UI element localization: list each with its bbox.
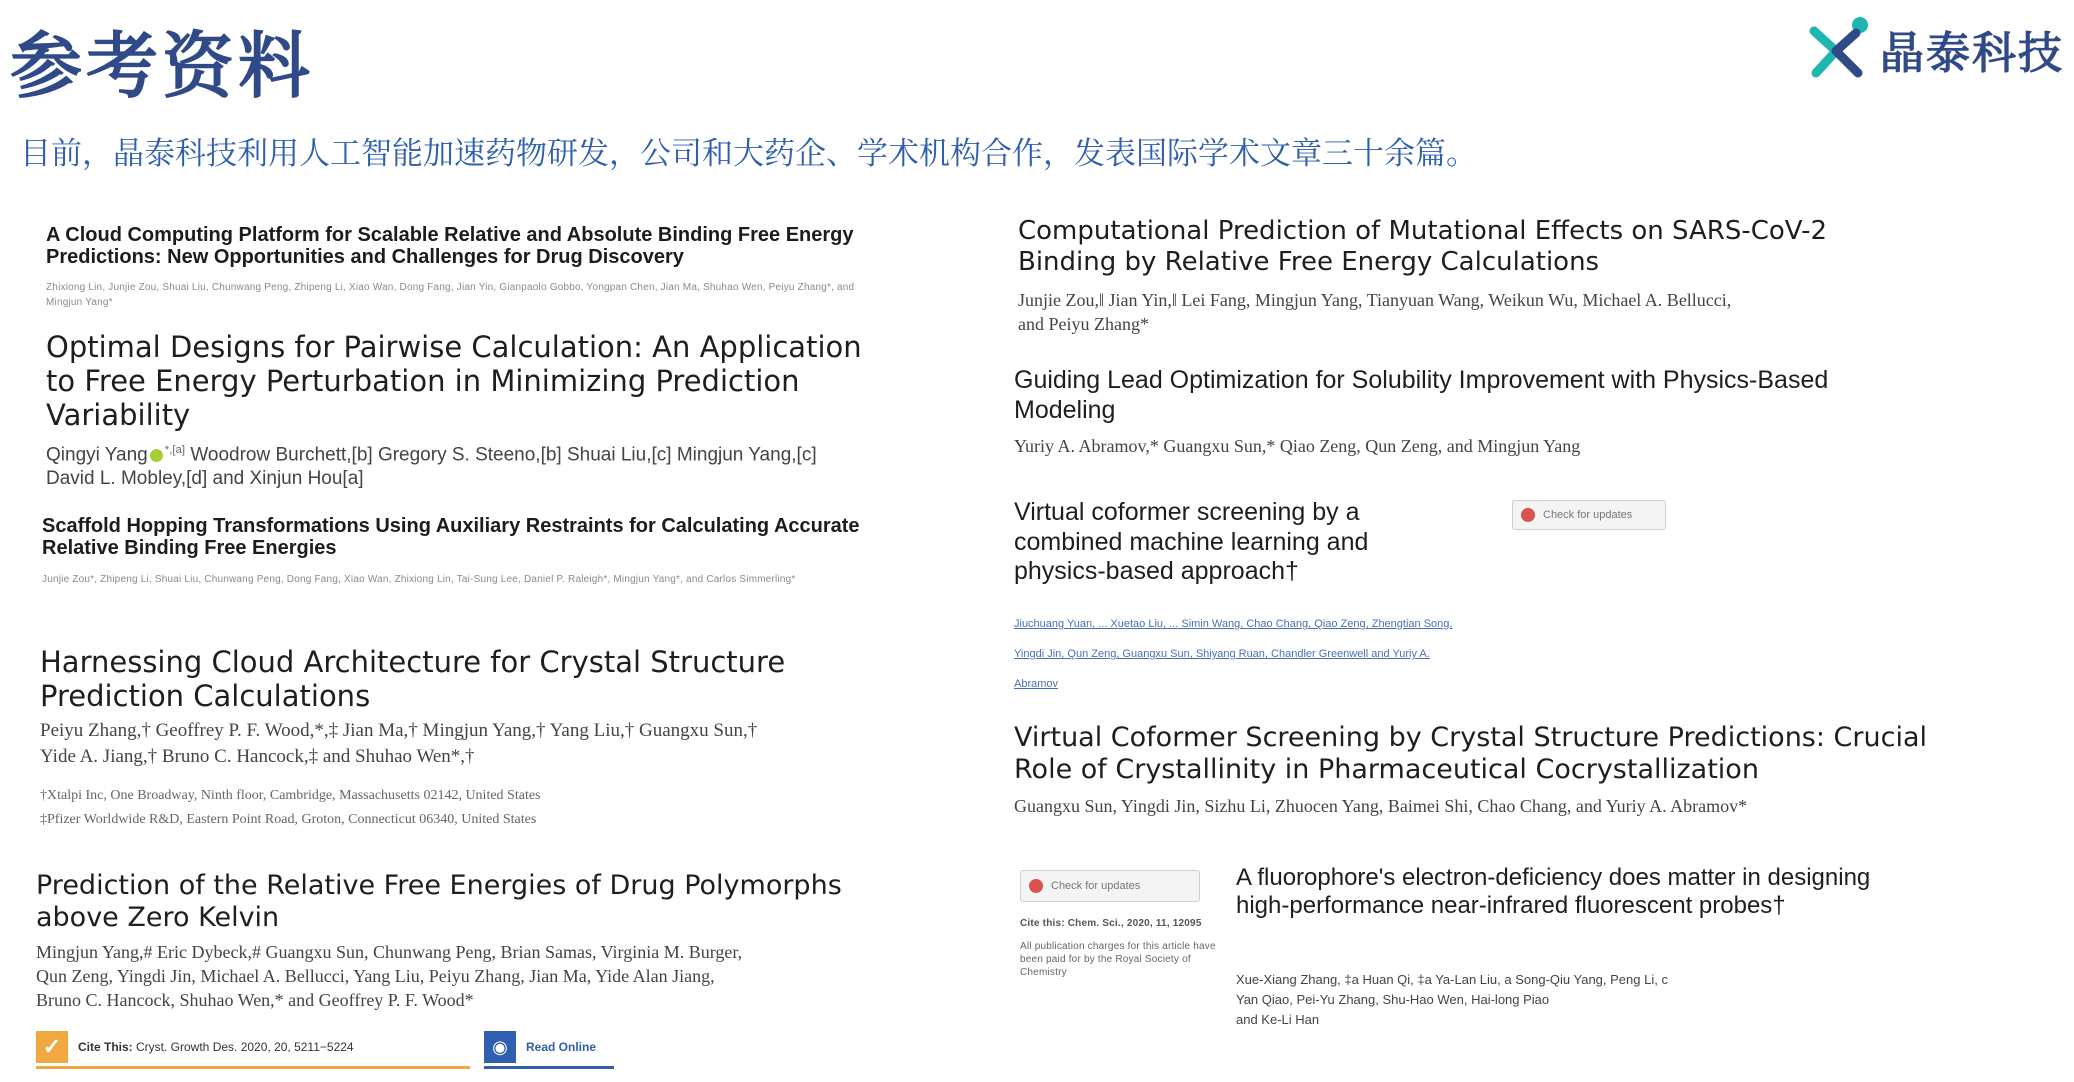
check-updates-icon-2 xyxy=(1029,879,1043,893)
paper-authors-fluorophore-line1: Xue-Xiang Zhang, ‡a Huan Qi, ‡a Ya-Lan Liu, a Song-Qiu Yang, Peng Li, c xyxy=(1236,972,1668,987)
check-for-updates-badge[interactable] xyxy=(1512,500,1666,530)
paper-title-fluorophore: A fluorophore's electron-deficiency does matter in designing high-performance near-infrared fluorescent probes† xyxy=(1236,864,1871,920)
paper-authors-sars-cov-2-line2: and Peiyu Zhang* xyxy=(1018,314,1149,334)
paper-authors-sars-cov-2-line1: Junjie Zou,‖ Jian Yin,‖ Lei Fang, Mingjun Yang, Tianyuan Wang, Weikun Wu, Michael A. Bellucci, xyxy=(1018,290,1732,310)
paper-authors-virtual-coformer-ml-line1[interactable]: Jiuchuang Yuan, ... Xuetao Liu, ... Simin Wang, Chao Chang, Qiao Zeng, Zhengtian Song, xyxy=(1014,618,1453,630)
paper-title-sars-cov-2: Computational Prediction of Mutational Effects on SARS-CoV-2 Binding by Relative Free Energy Calculations xyxy=(1018,216,1827,277)
paper-authors-fluorophore-line2: Yan Qiao, Pei-Yu Zhang, Shu-Hao Wen, Hai-long Piao xyxy=(1236,992,1550,1007)
publication-charges-note: All publication charges for this article have been paid for by the Royal Society of Chemistry xyxy=(1020,941,1216,978)
paper-authors-fluorophore-line3: and Ke-Li Han xyxy=(1236,1012,1320,1027)
paper-authors-virtual-coformer-ml-line2[interactable]: Yingdi Jin, Qun Zeng, Guangxu Sun, Shiyang Ruan, Chandler Greenwell and Yuriy A. xyxy=(1014,648,1430,660)
read-online-button[interactable] xyxy=(484,1028,614,1069)
orcid-icon xyxy=(150,449,163,462)
read-online-icon: ◉ xyxy=(484,1031,516,1063)
xtalpi-logo-icon xyxy=(1806,15,1876,83)
paper-authors-drug-polymorphs-line1: Mingjun Yang,# Eric Dybeck,# Guangxu Sun, Chunwang Peng, Brian Samas, Virginia M. Burger, xyxy=(36,942,743,962)
paper-title-cloud-architecture: Harnessing Cloud Architecture for Crystal Structure Prediction Calculations xyxy=(40,645,786,714)
affiliation-mark: *,[a] xyxy=(164,444,186,456)
paper-authors-cloud-architecture-line2: Yide A. Jiang,† Bruno C. Hancock,‡ and Shuhao Wen*,† xyxy=(40,746,475,767)
paper-title-optimal-designs: Optimal Designs for Pairwise Calculation: An Application to Free Energy Perturbation in Minimizing Prediction Variability xyxy=(46,330,862,433)
paper-authors-scaffold-hopping: Junjie Zou*, Zhipeng Li, Shuai Liu, Chunwang Peng, Dong Fang, Xiao Wan, Zhixiong Lin, Tai-Sung Lee, Daniel P. Raleigh*, Mingjun Yang*, and Carlos Simmerling* xyxy=(42,574,796,585)
paper-authors-cloud-architecture-line1: Peiyu Zhang,† Geoffrey P. F. Wood,*,‡ Jian Ma,† Mingjun Yang,† Yang Liu,† Guangxu Sun,† xyxy=(40,720,758,741)
paper-authors-drug-polymorphs-line2: Qun Zeng, Yingdi Jin, Michael A. Bellucci, Yang Liu, Peiyu Zhang, Jian Ma, Yide Alan Jiang, xyxy=(36,966,715,986)
paper-authors-drug-polymorphs-line3: Bruno C. Hancock, Shuhao Wen,* and Geoffrey P. F. Wood* xyxy=(36,990,474,1010)
paper-title-drug-polymorphs: Prediction of the Relative Free Energies of Drug Polymorphs above Zero Kelvin xyxy=(36,870,842,933)
paper-title-virtual-coformer-csp: Virtual Coformer Screening by Crystal Structure Predictions: Crucial Role of Crystallinity in Pharmaceutical Cocrystallization xyxy=(1014,722,1928,785)
page-title: 参考资料 xyxy=(10,24,315,108)
check-for-updates-badge-2[interactable] xyxy=(1020,870,1200,902)
paper-authors-lead-optimization: Yuriy A. Abramov,* Guangxu Sun,* Qiao Zeng, Qun Zeng, and Mingjun Yang xyxy=(1014,436,1581,456)
page-subtitle: 目前，晶泰科技利用人工智能加速药物研发，公司和大药企、学术机构合作，发表国际学术文章三十余篇。 xyxy=(20,136,1477,172)
check-updates-label-2: Check for updates xyxy=(1051,880,1141,892)
author-qingyi-yang: Qingyi Yang xyxy=(46,444,148,466)
affiliation-pfizer: ‡Pfizer Worldwide R&D, Eastern Point Road, Groton, Connecticut 06340, United States xyxy=(40,812,537,827)
paper-title-scaffold-hopping: Scaffold Hopping Transformations Using Auxiliary Restraints for Calculating Accurate Relative Binding Free Energies xyxy=(42,515,860,559)
cite-this-label: Cite This: xyxy=(78,1040,133,1054)
paper-authors-cloud-platform: Zhixiong Lin, Junjie Zou, Shuai Liu, Chunwang Peng, Zhipeng Li, Xiao Wan, Dong Fang, Jian Yin, Gianpaolo Gobbo, Yongpan Chen, Jian Ma, Shuhao Wen, Peiyu Zhang*, and Mingjun Yang* xyxy=(46,282,855,308)
paper-title-virtual-coformer-ml: Virtual coformer screening by a combined machine learning and physics-based approach† xyxy=(1014,498,1369,585)
read-online-label: Read Online xyxy=(526,1040,597,1054)
company-logo xyxy=(1806,14,2064,84)
logo-text: 晶泰科技 xyxy=(1880,28,2064,79)
cite-this-text xyxy=(78,1040,354,1054)
paper-authors-optimal-designs-line1 xyxy=(46,444,906,466)
authors-rest: Woodrow Burchett,[b] Gregory S. Steeno,[b] Shuai Liu,[c] Mingjun Yang,[c] xyxy=(190,444,817,466)
paper-authors-virtual-coformer-ml-line3[interactable]: Abramov xyxy=(1014,678,1059,690)
paper-title-lead-optimization: Guiding Lead Optimization for Solubility Improvement with Physics-Based Modeling xyxy=(1014,366,1829,424)
cite-this-chem-sci: Cite this: Chem. Sci., 2020, 11, 12095 xyxy=(1020,918,1202,929)
affiliation-xtalpi: †Xtalpi Inc, One Broadway, Ninth floor, Cambridge, Massachusetts 02142, United States xyxy=(40,788,541,803)
check-updates-icon xyxy=(1521,508,1535,522)
checkmark-icon: ✓ xyxy=(36,1031,68,1063)
paper-title-cloud-platform: A Cloud Computing Platform for Scalable Relative and Absolute Binding Free Energy Predictions: New Opportunities and Challenges for Drug Discovery xyxy=(46,224,854,268)
cite-this-reference: Cryst. Growth Des. 2020, 20, 5211−5224 xyxy=(136,1040,354,1054)
check-updates-label: Check for updates xyxy=(1543,509,1633,521)
paper-authors-virtual-coformer-csp: Guangxu Sun, Yingdi Jin, Sizhu Li, Zhuocen Yang, Baimei Shi, Chao Chang, and Yuriy A. Abramov* xyxy=(1014,796,1748,816)
paper-authors-optimal-designs-line2: David L. Mobley,[d] and Xinjun Hou[a] xyxy=(46,468,364,489)
cite-this-bar[interactable] xyxy=(36,1028,470,1069)
